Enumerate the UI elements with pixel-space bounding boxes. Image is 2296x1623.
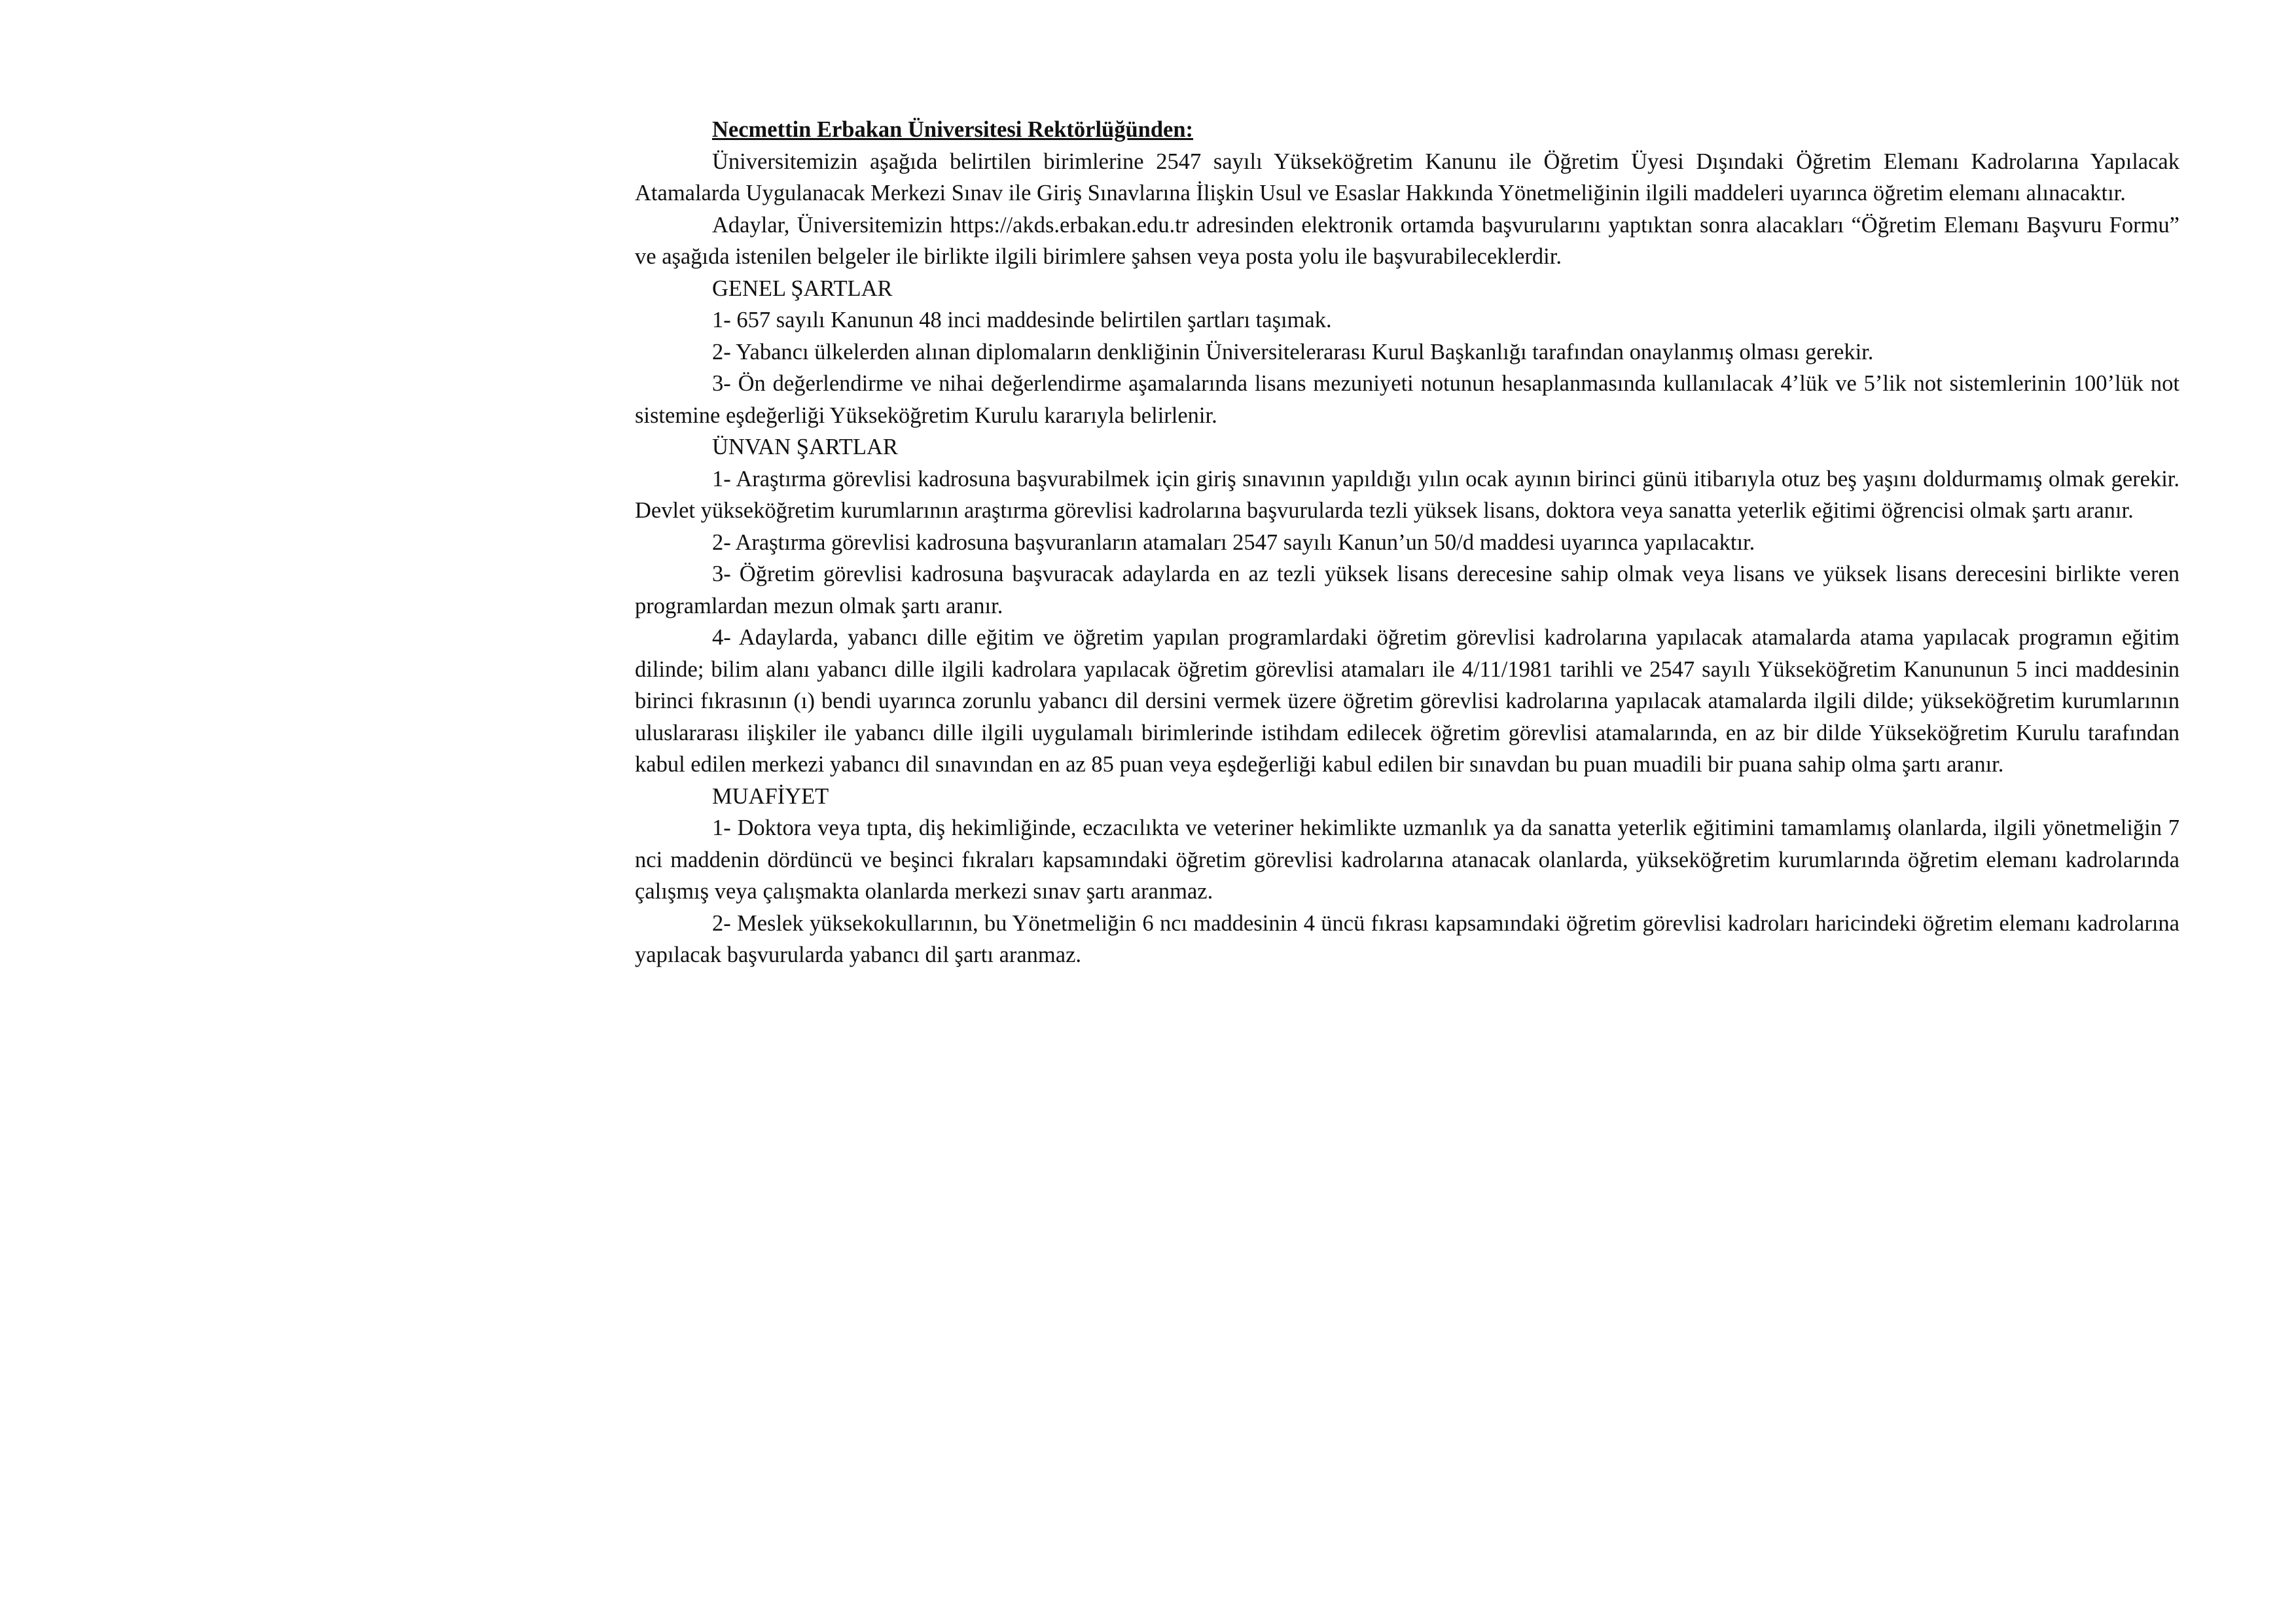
list-item: 1- Doktora veya tıpta, diş hekimliğinde, eczacılıkta ve veteriner hekimlikte uzmanlık ya da sanatta yeterlik eğitimini tamamlamış olanlarda, ilgili yönetmeliğin 7 nci maddenin dördüncü ve beşinci fıkraları kapsamındaki öğretim görevlisi kadrolarına atanacak olanlarda, yükseköğretim kurumlarında öğretim elemanı kadrolarında çalışmış veya çalışmakta olanlarda merkezi sınav şartı aranmaz. [635,815,2179,904]
intro-paragraph: Adaylar, Üniversitemizin https://akds.erbakan.edu.tr adresinden elektronik ortamda başvurularını yaptıktan sonra alacakları “Öğretim Elemanı Başvuru Formu” ve aşağıda istenilen belgeler ile birlikte ilgili birimlere şahsen veya posta yolu ile başvurabileceklerdir. [635,212,2179,269]
list-item: 3- Öğretim görevlisi kadrosuna başvuracak adaylarda en az tezli yüksek lisans derecesine sahip olmak veya lisans ve yüksek lisans derecesini birlikte veren programlardan mezun olmak şartı aranır. [635,562,2179,618]
list-item: 2- Araştırma görevlisi kadrosuna başvuranların atamaları 2547 sayılı Kanun’un 50/d maddesi uyarınca yapılacaktır. [712,529,1755,555]
list-item: 4- Adaylarda, yabancı dille eğitim ve öğretim yapılan programlardaki öğretim görevlisi kadrolarına yapılacak atamalarda atama yapılacak programın eğitim dilinde; bilim alanı yabancı dille ilgili kadrolara yapılacak öğretim görevlisi atamaları ile 4/11/1981 tarihli ve 2547 sayılı Yükseköğretim Kanununun 5 inci maddesinin birinci fıkrasının (ı) bendi uyarınca zorunlu yabancı dil dersini vermek üzere öğretim görevlisi kadrolarına yapılacak atamalarda ilgili dilde; yükseköğretim kurumlarının uluslararası ilişkiler ile yabancı dille ilgili uygulamalı birimlerinde istihdam edilecek öğretim görevlisi atamalarında, en az bir dilde Yükseköğretim Kurulu tarafından kabul edilen merkezi yabancı dil sınavından en az 85 puan veya eşdeğerliği kabul edilen bir sınavdan bu puan muadili bir puana sahip olma şartı aranır. [635,625,2179,777]
list-item: 2- Yabancı ülkelerden alınan diplomaların denkliğinin Üniversitelerarası Kurul Başkanlığı tarafından onaylanmış olması gerekir. [712,339,1874,365]
list-item: 3- Ön değerlendirme ve nihai değerlendirme aşamalarında lisans mezuniyeti notunun hesaplanmasında kullanılacak 4’lük ve 5’lik not sistemlerinin 100’lük not sistemine eşdeğerliği Yükseköğretim Kurulu kararıyla belirlenir. [635,371,2179,428]
list-item: 1- 657 sayılı Kanunun 48 inci maddesinde belirtilen şartları taşımak. [712,308,1332,332]
section-heading-unvan: ÜNVAN ŞARTLAR [712,435,898,459]
section-heading-muafiyet: MUAFİYET [712,783,829,809]
document-title: Necmettin Erbakan Üniversitesi Rektörlüğünden: [712,117,1194,142]
announcement-document [635,114,2179,971]
intro-paragraph: Üniversitemizin aşağıda belirtilen birimlerine 2547 sayılı Yükseköğretim Kanunu ile Öğretim Üyesi Dışındaki Öğretim Elemanı Kadrolarına Yapılacak Atamalarda Uygulanacak Merkezi Sınav ile Giriş Sınavlarına İlişkin Usul ve Esaslar Hakkında Yönetmeliğinin ilgili maddeleri uyarınca öğretim elemanı alınacaktır. [635,149,2179,205]
list-item: 2- Meslek yüksekokullarının, bu Yönetmeliğin 6 ncı maddesinin 4 üncü fıkrası kapsamındaki öğretim görevlisi kadroları haricindeki öğretim elemanı kadrolarına yapılacak başvurularda yabancı dil şartı aranmaz. [635,910,2179,967]
list-item: 1- Araştırma görevlisi kadrosuna başvurabilmek için giriş sınavının yapıldığı yılın ocak ayının birinci günü itibarıyla otuz beş yaşını doldurmamış olmak gerekir. Devlet yükseköğretim kurumlarının araştırma görevlisi kadrolarına başvurularda tezli yüksek lisans, doktora veya sanatta yeterlik eğitimi öğrencisi olmak şartı aranır. [635,466,2179,523]
section-heading-genel: GENEL ŞARTLAR [712,276,893,301]
